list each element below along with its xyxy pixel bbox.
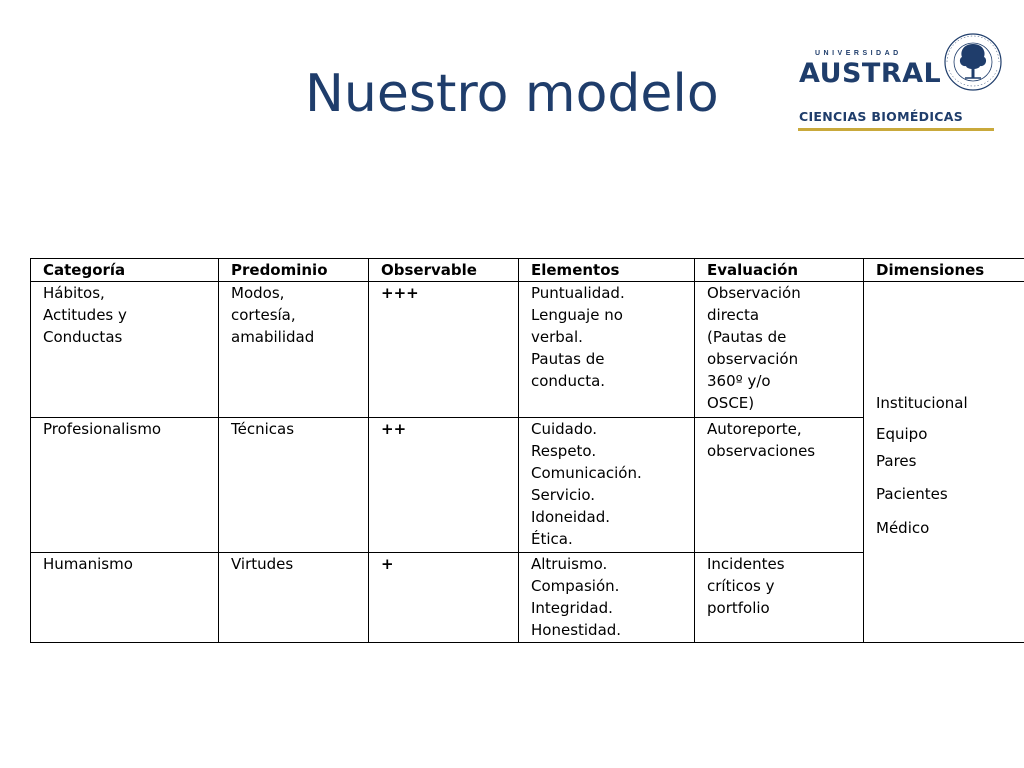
cell-observable: +++	[369, 282, 519, 418]
cell-elementos: Puntualidad. Lenguaje no verbal. Pautas de conducta.	[519, 282, 695, 418]
model-table	[30, 258, 1024, 643]
cell-categoria: Hábitos, Actitudes y Conductas	[31, 282, 219, 418]
cell-predominio: Modos, cortesía, amabilidad	[219, 282, 369, 418]
cell-categoria: Humanismo	[31, 553, 219, 643]
cell-evaluacion: Observación directa (Pautas de observación 360º y/o OSCE)	[695, 282, 864, 418]
cell-predominio: Técnicas	[219, 418, 369, 553]
slide-title: Nuestro modelo	[305, 64, 719, 124]
logo-austral-text: AUSTRAL	[799, 58, 942, 89]
table-row	[31, 282, 1024, 418]
university-logo	[795, 30, 1005, 135]
logo-gold-rule	[798, 128, 994, 131]
header-dimensiones: Dimensiones	[864, 259, 1024, 282]
header-predominio: Predominio	[219, 259, 369, 282]
header-categoria: Categoría	[31, 259, 219, 282]
cell-dimensiones: Institucional Equipo Pares Pacientes Médico	[864, 282, 1024, 643]
header-evaluacion: Evaluación	[695, 259, 864, 282]
tree-seal-icon	[943, 32, 1003, 92]
header-elementos: Elementos	[519, 259, 695, 282]
table-header-row	[31, 259, 1024, 282]
cell-elementos: Altruismo. Compasión. Integridad. Honestidad.	[519, 553, 695, 643]
cell-elementos: Cuidado. Respeto. Comunicación. Servicio. Idoneidad. Ética.	[519, 418, 695, 553]
cell-evaluacion: Incidentes críticos y portfolio	[695, 553, 864, 643]
logo-universidad-text: UNIVERSIDAD	[815, 50, 902, 57]
cell-categoria: Profesionalismo	[31, 418, 219, 553]
logo-ciencias-biomedicas-text: CIENCIAS BIOMÉDICAS	[799, 109, 964, 124]
cell-predominio: Virtudes	[219, 553, 369, 643]
cell-observable: +	[369, 553, 519, 643]
cell-evaluacion: Autoreporte, observaciones	[695, 418, 864, 553]
cell-observable: ++	[369, 418, 519, 553]
header-observable: Observable	[369, 259, 519, 282]
